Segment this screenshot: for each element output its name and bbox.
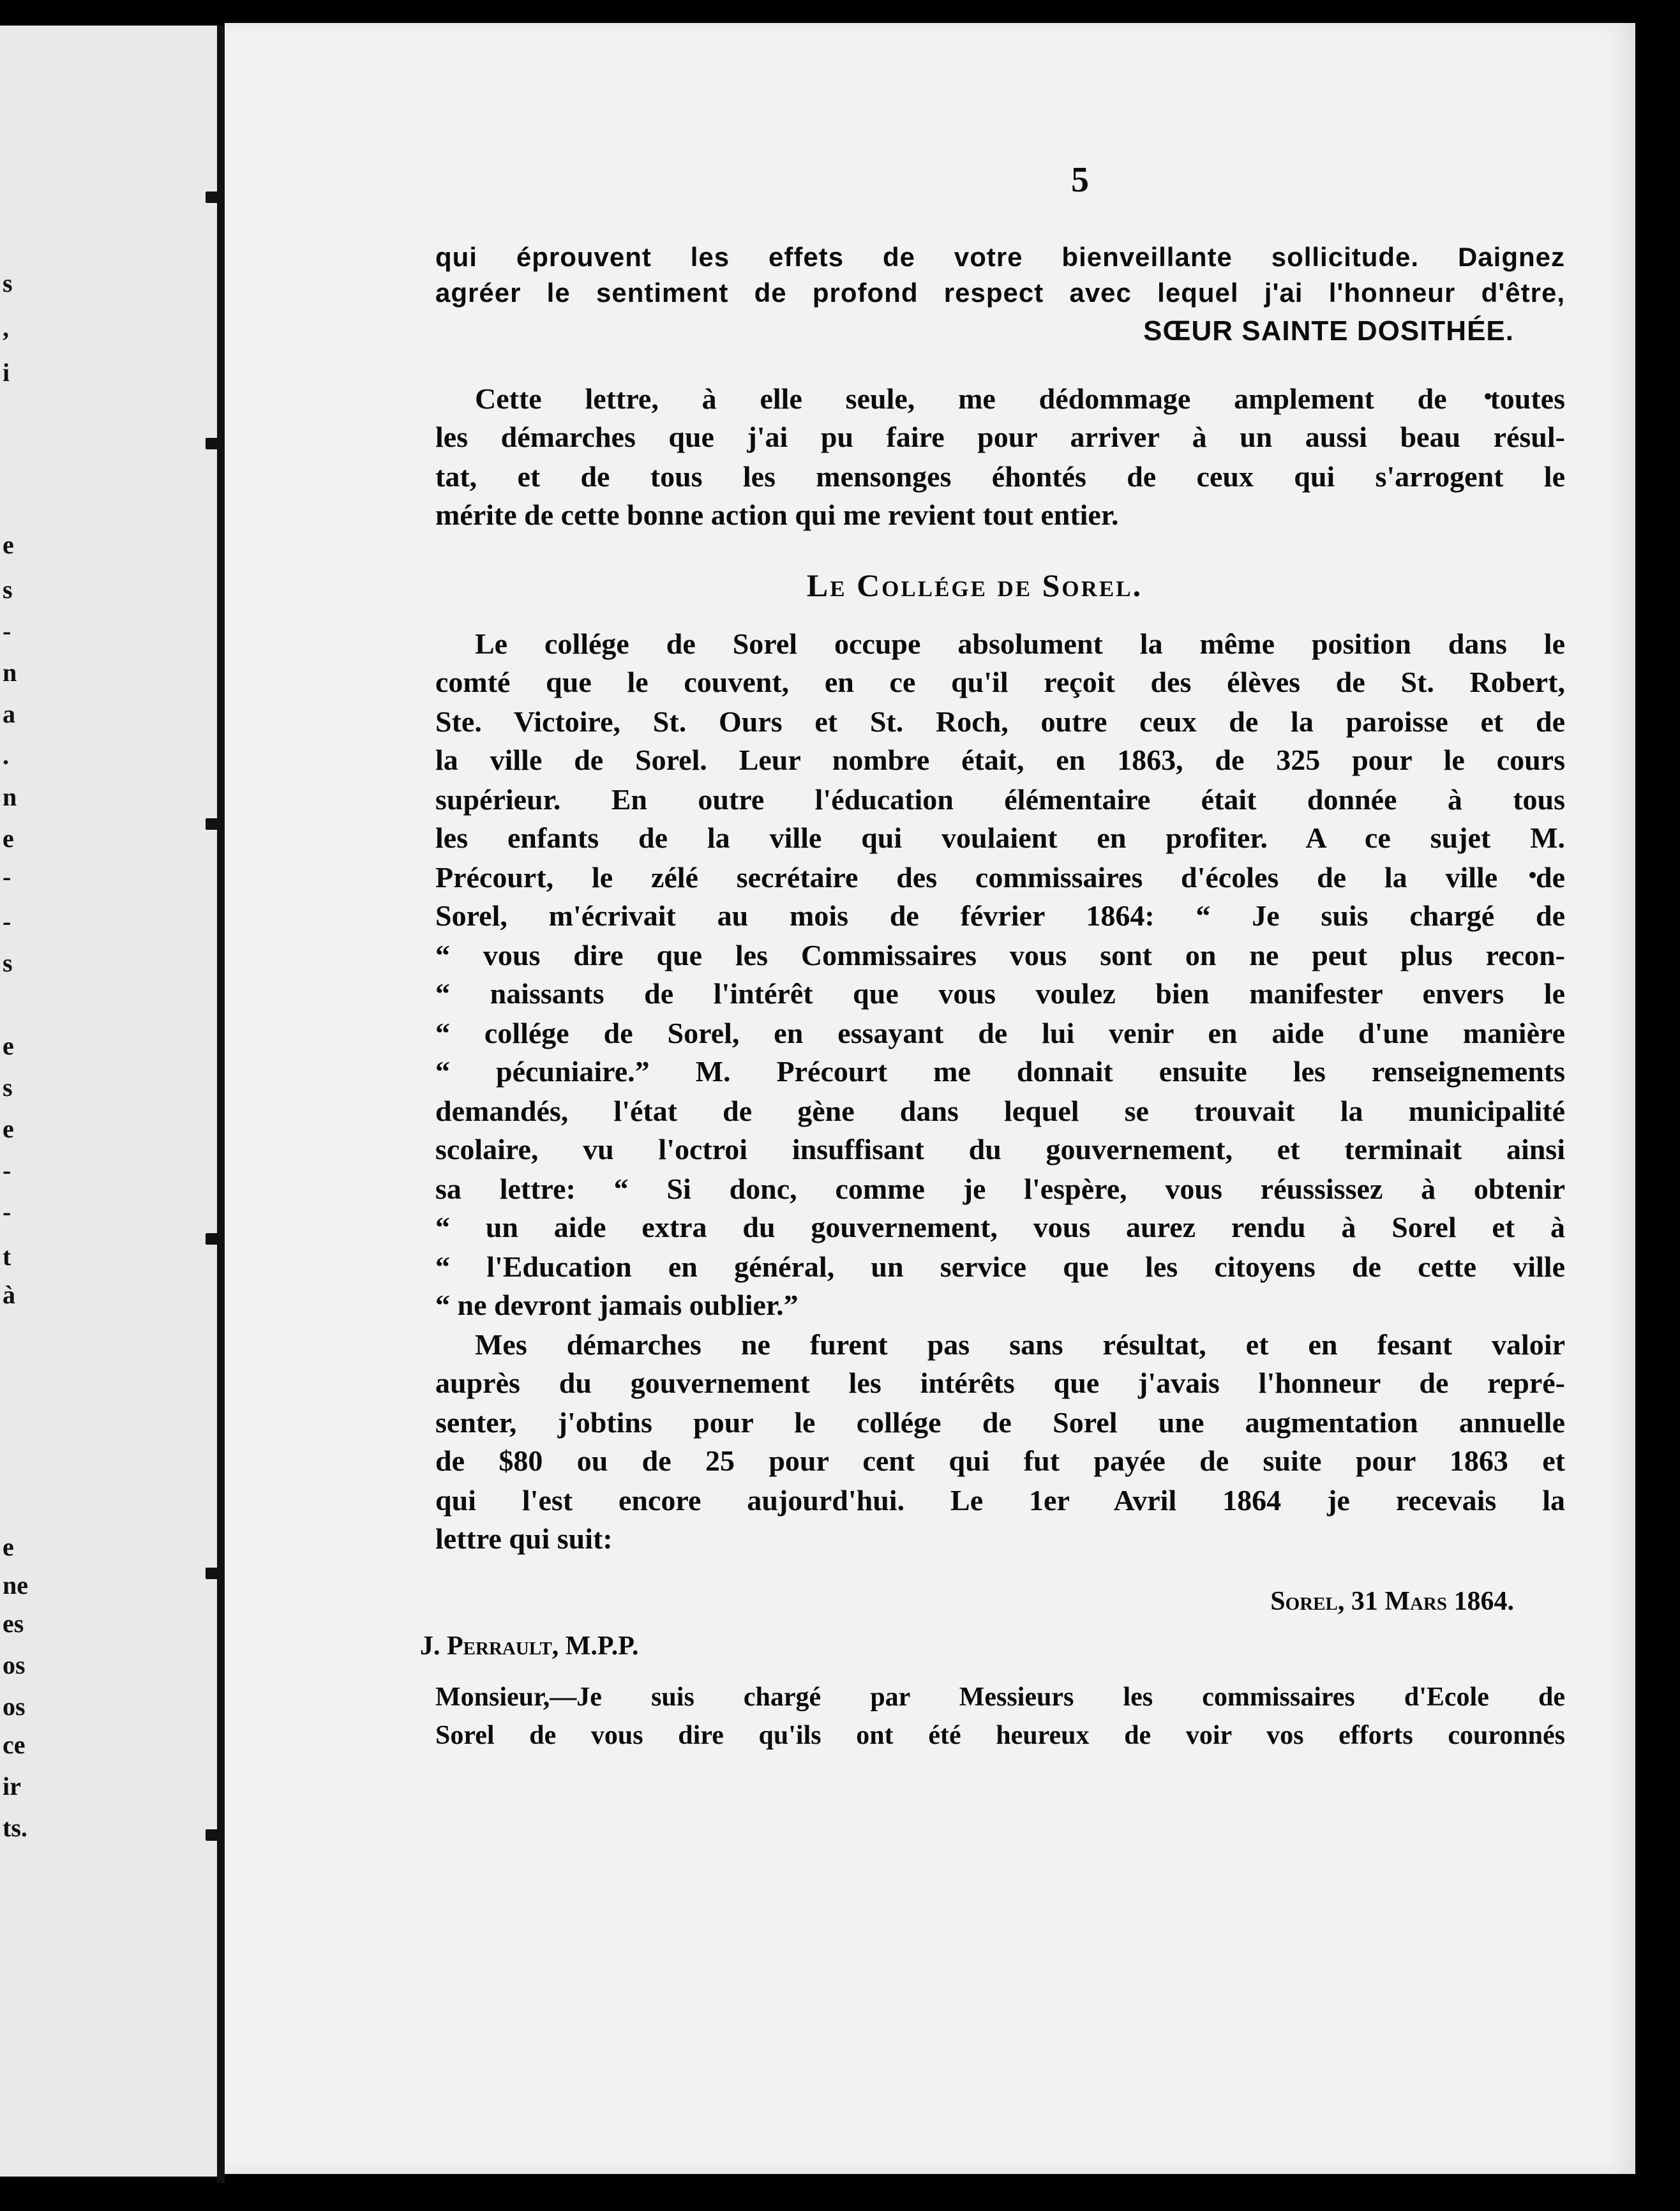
- paragraph-line: qui l'est encore aujourd'hui. Le 1er Avril 1864 je recevais la: [435, 1484, 1565, 1517]
- letter-addressee: J. Perrault, M.P.P.: [420, 1631, 639, 1661]
- paragraph-line: sa lettre: “ Si donc, comme je l'espère, vous réussissez à obtenir: [435, 1173, 1565, 1205]
- paragraph-line: Sorel, m'écrivait au mois de février 1864: “ Je suis chargé de: [435, 899, 1565, 932]
- left-margin-fragment: .: [3, 741, 9, 770]
- paragraph-line: demandés, l'état de gène dans lequel se trouvait la municipalité: [435, 1095, 1565, 1127]
- paragraph-line: lettre qui suit:: [435, 1522, 613, 1555]
- paragraph-line: “ l'Education en général, un service que les citoyens de cette ville: [435, 1250, 1565, 1283]
- paragraph-line: de $80 ou de 25 pour cent qui fut payée de suite pour 1863 et: [435, 1444, 1565, 1477]
- paragraph-line: “ un aide extra du gouvernement, vous aurez rendu à Sorel et à: [435, 1211, 1565, 1243]
- left-margin-fragment: n: [3, 658, 17, 687]
- paragraph-line: Le collége de Sorel occupe absolument la même position dans le: [475, 627, 1565, 660]
- paragraph-line: les enfants de la ville qui voulaient en profiter. A ce sujet M.: [435, 821, 1565, 854]
- left-margin-fragment: -: [3, 907, 11, 936]
- left-margin-fragment: ,: [3, 313, 9, 342]
- paragraph-line: comté que le couvent, en ce qu'il reçoit des élèves de St. Robert,: [435, 666, 1565, 698]
- left-margin-fragment: -: [3, 617, 11, 645]
- paragraph-line: mérite de cette bonne action qui me revient tout entier.: [435, 498, 1119, 531]
- left-margin-fragment: s: [3, 269, 13, 297]
- paragraph-line: “ ne devront jamais oublier.”: [435, 1289, 799, 1321]
- paragraph-line: tat, et de tous les mensonges éhontés de ceux qui s'arrogent le: [435, 460, 1565, 493]
- paragraph-line: Cette lettre, à elle seule, me dédommage amplement de toutes: [475, 382, 1565, 415]
- paragraph-line: “ collége de Sorel, en essayant de lui venir en aide d'une manière: [435, 1017, 1565, 1049]
- left-margin-fragment: ts.: [3, 1813, 27, 1842]
- letter-end-line: agréer le sentiment de profond respect avec lequel j'ai l'honneur d'être,: [435, 278, 1565, 308]
- left-margin-fragment: e: [3, 1114, 14, 1143]
- paragraph-line: supérieur. En outre l'éducation élémentaire était donnée à tous: [435, 783, 1565, 816]
- paragraph-line: Mes démarches ne furent pas sans résultat, et en fesant valoir: [475, 1328, 1565, 1361]
- current-page: [225, 23, 1635, 2174]
- paragraph-line: “ naissants de l'intérêt que vous voulez bien manifester envers le: [435, 977, 1565, 1010]
- paragraph-line: la ville de Sorel. Leur nombre était, en 1863, de 325 pour le cours: [435, 744, 1565, 776]
- paragraph-line: scolaire, vu l'octroi insuffisant du gouvernement, et terminait ainsi: [435, 1133, 1565, 1165]
- left-margin-fragment: e: [3, 530, 14, 559]
- left-margin-fragment: os: [3, 1692, 26, 1721]
- left-margin-fragment: -: [3, 1197, 11, 1226]
- letter-end-line: qui éprouvent les effets de votre bienveillante sollicitude. Daignez: [435, 242, 1565, 272]
- section-heading: Le Collége de Sorel.: [806, 567, 1143, 603]
- paragraph-line: senter, j'obtins pour le collége de Sorel une augmentation annuelle: [435, 1406, 1565, 1439]
- left-margin-fragment: -: [3, 862, 11, 891]
- left-margin-fragment: ne: [3, 1571, 28, 1600]
- letter-line: Sorel de vous dire qu'ils ont été heureux de voir vos efforts couronnés: [435, 1721, 1565, 1750]
- left-margin-fragment: os: [3, 1651, 26, 1679]
- left-margin-fragment: a: [3, 700, 15, 728]
- left-margin-fragment: es: [3, 1609, 24, 1638]
- left-margin-fragment: ir: [3, 1772, 21, 1801]
- paragraph-line: “ vous dire que les Commissaires vous sont on ne peut plus recon-: [435, 939, 1565, 971]
- left-margin-fragment: s: [3, 948, 13, 977]
- binding-gutter-line: [217, 26, 225, 2183]
- letter-signature: SŒUR SAINTE DOSITHÉE.: [1143, 315, 1514, 347]
- letter-dateline: Sorel, 31 Mars 1864.: [1270, 1587, 1514, 1616]
- letter-line: Monsieur,—Je suis chargé par Messieurs les commissaires d'Ecole de: [435, 1683, 1565, 1712]
- left-margin-fragment: n: [3, 783, 17, 811]
- paragraph-line: “ pécuniaire.” M. Précourt me donnait ensuite les renseignements: [435, 1055, 1565, 1088]
- left-margin-fragment: s: [3, 1073, 13, 1102]
- previous-page-edge: [0, 26, 217, 2177]
- left-margin-fragments: [0, 26, 31, 2177]
- left-margin-fragment: s: [3, 575, 13, 604]
- left-margin-fragment: ce: [3, 1730, 26, 1759]
- paragraph-line: les démarches que j'ai pu faire pour arriver à un aussi beau résul-: [435, 421, 1565, 453]
- left-margin-fragment: e: [3, 1031, 14, 1060]
- paragraph-line: Ste. Victoire, St. Ours et St. Roch, outre ceux de la paroisse et de: [435, 705, 1565, 738]
- left-margin-fragment: e: [3, 824, 14, 853]
- left-margin-fragment: e: [3, 1533, 14, 1561]
- left-margin-fragment: à: [3, 1280, 15, 1309]
- left-margin-fragment: i: [3, 358, 10, 387]
- paragraph-line: Précourt, le zélé secrétaire des commissaires d'écoles de la ville de: [435, 861, 1565, 894]
- page-number: 5: [1071, 160, 1089, 200]
- left-margin-fragment: -: [3, 1156, 11, 1185]
- paragraph-line: auprès du gouvernement les intérêts que j'avais l'honneur de repré-: [435, 1367, 1565, 1399]
- left-margin-fragment: t: [3, 1242, 11, 1271]
